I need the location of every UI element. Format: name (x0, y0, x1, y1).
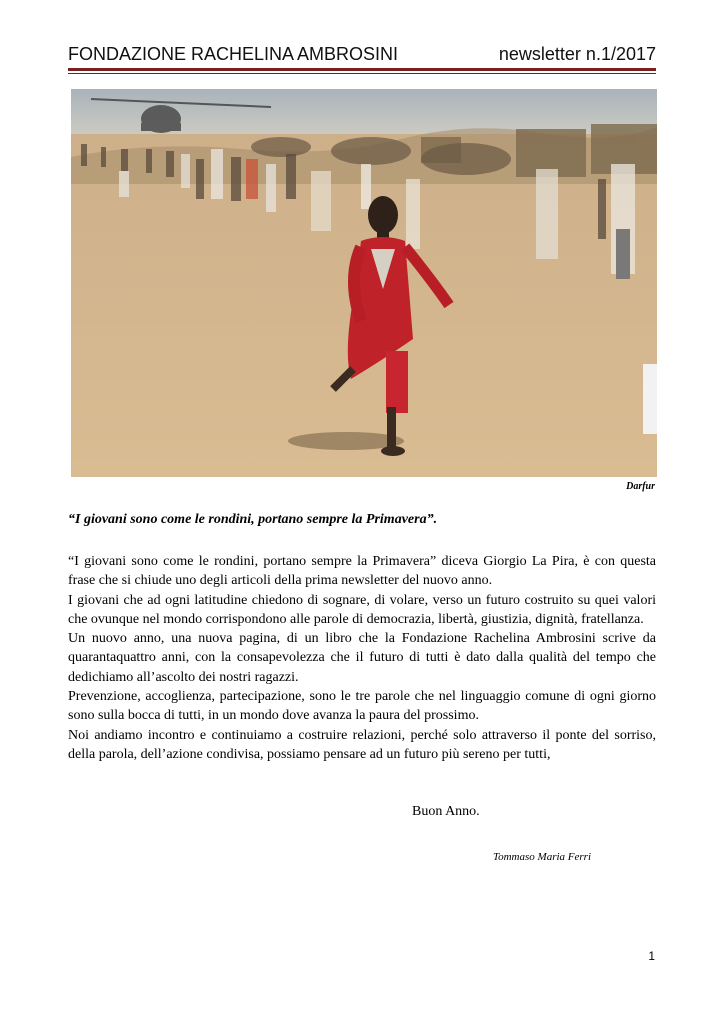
article-paragraph: Un nuovo anno, una nuova pagina, di un libro che la Fondazione Rachelina Ambrosini scrive da quarantaquattro anni, con la consapevolezza che il futuro di tutti è dato dalla qualità del tempo che dedichiamo all’ascolto dei nostri ragazzi. (68, 631, 656, 685)
article-paragraph: “I giovani sono come le rondini, portano sempre la Primavera” diceva Giorgio La Pira, è con questa frase che si chiude uno degli articoli della prima newsletter del nuovo anno. (68, 554, 656, 589)
darfur-photo (71, 89, 657, 477)
quote-title: “I giovani sono come le rondini, portano sempre la Primavera”. (68, 512, 438, 527)
header-rule-thick (68, 68, 656, 71)
header-rule-thin (68, 73, 656, 74)
article-paragraph: Noi andiamo incontro e continuiamo a costruire relazioni, perché solo attraverso il ponte del sorriso, della parola, dell’azione condivisa, possiamo pensare ad un futuro più sereno per tutti, (68, 727, 656, 762)
greeting: Buon Anno. (412, 804, 480, 819)
organization-name: FONDAZIONE RACHELINA AMBROSINI (68, 44, 399, 64)
photo-illustration (71, 89, 657, 477)
article-body (68, 552, 656, 764)
article-paragraph: I giovani che ad ogni latitudine chiedono di sognare, di volare, verso un futuro costruito su quei valori che ovunque nel mondo corrispondono alle parole di democrazia, libertà, giustizia, dignità, fratellanza. (68, 592, 656, 627)
page-number: 1 (648, 949, 655, 963)
article-paragraph: Prevenzione, accoglienza, partecipazione, sono le tre parole che nel linguaggio comune di ogni giorno sono sulla bocca di tutti, in un mondo dove avanza la paura del prossimo. (68, 689, 656, 724)
author-signature: Tommaso Maria Ferri (493, 851, 591, 863)
photo-caption: Darfur (626, 481, 655, 492)
page-header (68, 44, 656, 68)
newsletter-issue: newsletter n.1/2017 (498, 44, 656, 64)
